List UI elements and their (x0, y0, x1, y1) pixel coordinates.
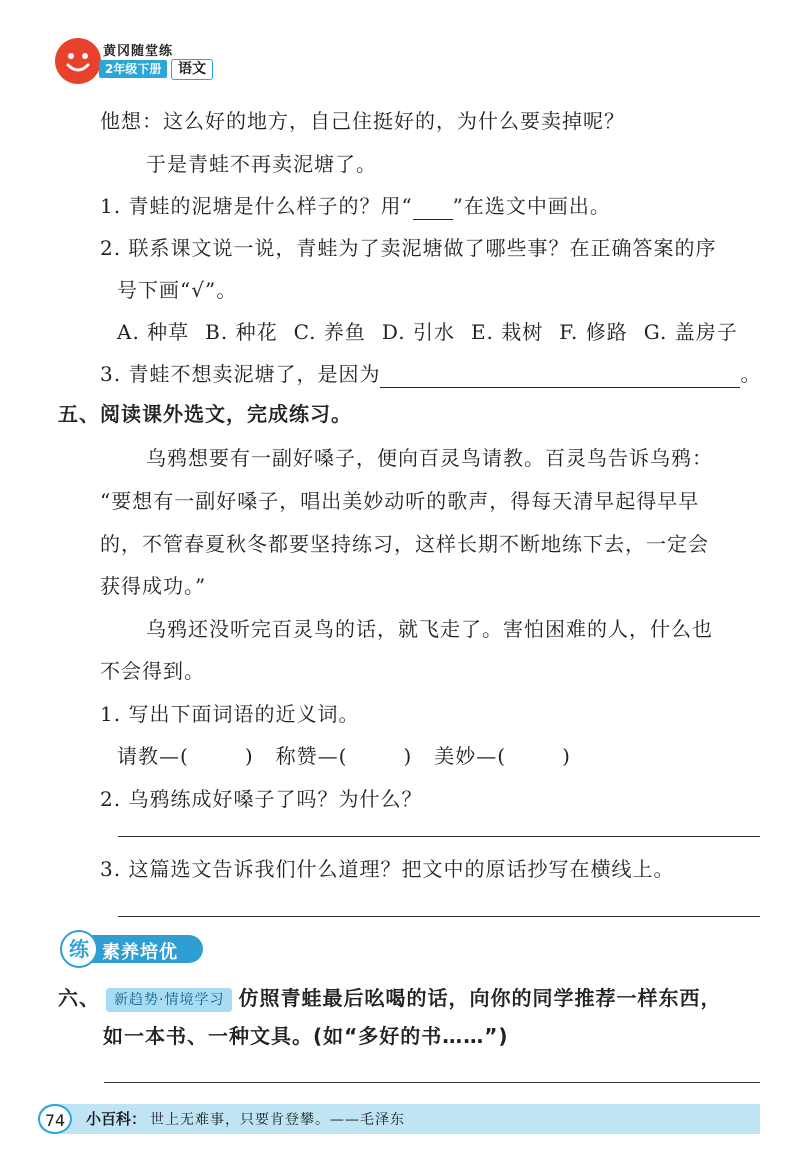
badge-label: 素养培优 (102, 942, 178, 963)
reading-line: 乌鸦想要有一副好嗓子，便向百灵鸟请教。百灵鸟告诉乌鸦： (146, 446, 713, 470)
section-5-heading: 五、阅读课外选文，完成练习。 (58, 402, 352, 426)
section-6-heading (58, 982, 721, 1014)
reading-line: 乌鸦还没听完百灵鸟的话，就飞走了。害怕困难的人，什么也 (146, 617, 713, 641)
synonym-item (434, 742, 571, 770)
synonym-item (117, 742, 254, 770)
answer-line[interactable] (118, 836, 760, 837)
paren-open: ( (338, 744, 348, 768)
passage-line: 于是青蛙不再卖泥塘了。 (146, 152, 377, 176)
passage-line: 他想：这么好的地方，自己住挺好的，为什么要卖掉呢？ (100, 109, 625, 133)
question-3 (100, 360, 761, 388)
question-2-cont: 号下画“√”。 (117, 278, 238, 302)
answer-line[interactable] (118, 916, 760, 917)
reading-line: 获得成功。” (100, 574, 207, 598)
trend-tag: 新趋势·情境学习 (106, 988, 232, 1012)
question-text: 1. 青蛙的泥塘是什么样子的？用“ (100, 194, 413, 218)
footer-bar (38, 1104, 760, 1134)
header-logo (55, 34, 235, 94)
section-6-text: 仿照青蛙最后吆喝的话，向你的同学推荐一样东西， (238, 986, 722, 1010)
paren-open: ( (497, 744, 507, 768)
paren-close: ) (403, 744, 413, 768)
question-1 (100, 192, 611, 220)
answer-line[interactable] (104, 1082, 760, 1083)
option-d[interactable]: D. 引水 (381, 320, 455, 344)
synonym-word: 美妙— (434, 744, 498, 768)
paren-close: ) (244, 744, 254, 768)
section-number: 六、 (58, 986, 100, 1010)
reading-line: “要想有一副好嗓子，唱出美妙动听的歌声，得每天清早起得早早 (100, 489, 700, 513)
section-6-text-cont: 如一本书、一种文具。(如“多好的书……”) (103, 1024, 509, 1048)
footer-label: 小百科： (86, 1110, 147, 1128)
question-1: 1. 写出下面词语的近义词。 (100, 702, 360, 726)
answer-options (117, 318, 754, 346)
paren-open: ( (180, 744, 189, 768)
page-number: 74 (38, 1104, 72, 1134)
question-2: 2. 联系课文说一说，青蛙为了卖泥塘做了哪些事？在正确答案的序 (100, 236, 717, 260)
subject-badge: 语文 (171, 59, 213, 80)
synonym-row (117, 742, 571, 770)
section-badge (60, 930, 205, 966)
underline-sample (413, 197, 453, 220)
synonym-item (276, 742, 413, 770)
brand-name: 黄冈随堂练 (103, 44, 174, 59)
reading-line: 不会得到。 (100, 659, 205, 683)
option-c[interactable]: C. 养鱼 (293, 320, 366, 344)
reading-line: 的，不管春夏秋冬都要坚持练习，这样长期不断地练下去，一定会 (100, 532, 709, 556)
footer-quote: 世上无难事，只要肯登攀。——毛泽东 (150, 1112, 405, 1128)
option-a[interactable]: A. 种草 (117, 320, 190, 344)
question-text: 3. 青蛙不想卖泥塘了，是因为 (100, 362, 381, 386)
question-text: ”在选文中画出。 (452, 194, 611, 218)
option-e[interactable]: E. 栽树 (470, 320, 544, 344)
paren-close: ) (562, 744, 571, 768)
synonym-word: 请教— (117, 744, 180, 768)
badge-circle: 练 (60, 930, 98, 968)
question-2: 2. 乌鸦练成好嗓子了吗？为什么？ (100, 787, 423, 811)
grade-badge: 2年级下册 (99, 60, 167, 78)
option-g[interactable]: G. 盖房子 (643, 320, 738, 344)
question-3: 3. 这篇选文告诉我们什么道理？把文中的原话抄写在横线上。 (100, 857, 675, 881)
synonym-word: 称赞— (275, 744, 339, 768)
option-b[interactable]: B. 种花 (205, 320, 278, 344)
option-f[interactable]: F. 修路 (559, 320, 628, 344)
smiley-icon (55, 38, 101, 84)
period: 。 (740, 362, 762, 386)
answer-blank[interactable] (380, 365, 740, 388)
